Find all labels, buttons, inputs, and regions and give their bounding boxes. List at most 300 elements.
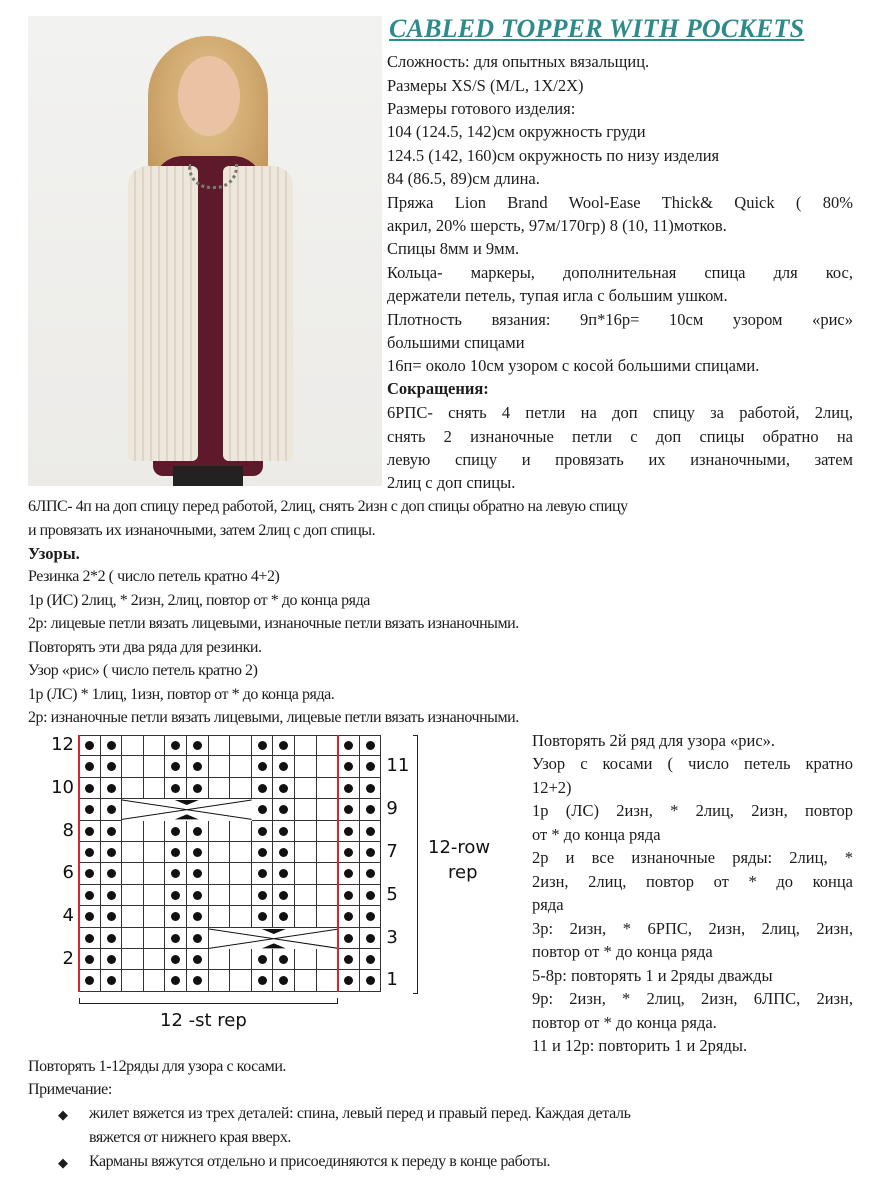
chart-cell [101,906,123,927]
purl-dot-icon [279,848,288,857]
chart-cell [338,778,360,799]
row-label-left: 4 [62,905,74,927]
chart-cell [187,970,209,991]
purl-dot-icon [171,955,180,964]
chart-cell [122,778,144,799]
chart-cell [101,842,123,863]
note-bullet-2: Карманы вяжутся отдельно и присоединяются к переду в конце работы. [89,1153,550,1170]
chart-cell [144,778,166,799]
yarn-line-1: Пряжа Lion Brand Wool-Ease Thick& Quick ( 80% [387,193,853,212]
chart-cell [144,970,166,991]
chart-cell [230,778,252,799]
purl-dot-icon [279,912,288,921]
chart-cell [230,863,252,884]
difficulty: Сложность: для опытных вязальщиц. [387,52,650,71]
purl-dot-icon [258,955,267,964]
chart-cell [230,906,252,927]
purl-dot-icon [107,869,116,878]
chart-cell [252,885,274,906]
row-label-left: 6 [62,862,74,884]
chart-cell [101,735,123,756]
repeat-boundary-line [78,735,80,992]
cable-text-13: 11 и 12р: повторить 1 и 2ряды. [532,1036,748,1055]
chart-cell [273,949,295,970]
chart-cell [79,885,101,906]
purl-dot-icon [344,848,353,857]
chart-cell [144,906,166,927]
row-label-right: 5 [386,883,398,905]
row-label-right: 1 [386,969,398,991]
photo-vest-left [128,166,198,461]
cable-text-2: 12+2) [532,778,572,797]
chart-cell [165,885,187,906]
chart-cell [209,863,231,884]
chart-cell [338,842,360,863]
purl-dot-icon [258,912,267,921]
chart-cell [295,949,317,970]
purl-dot-icon [193,741,202,750]
purl-dot-icon [366,848,375,857]
purl-dot-icon [258,976,267,985]
lps-line-1: 6ЛПС- 4п на доп спицу перед работой, 2лиц, снять 2изн с доп спицы обратно на левую спицу [28,498,628,515]
purl-dot-icon [85,805,94,814]
chart-cell [252,821,274,842]
chart-cell [209,778,231,799]
seed-heading: Узор «рис» ( число петель кратно 2) [28,662,258,679]
chart-cell [273,970,295,991]
purl-dot-icon [193,912,202,921]
sizes: Размеры XS/S (M/L, 1X/2X) [387,76,584,95]
purl-dot-icon [344,762,353,771]
rps-line-1: 6РПС- снять 4 петли на доп спицу за работой, 2лиц, [387,403,853,422]
cable-text-3: 1р (ЛС) 2изн, * 2лиц, 2изн, повтор [532,801,853,820]
chart-cell [338,906,360,927]
chart-cell [317,778,339,799]
purl-dot-icon [193,762,202,771]
purl-dot-icon [258,762,267,771]
chart-cell [295,970,317,991]
chart-cell [165,949,187,970]
chart-cell [165,778,187,799]
chart-cell [165,863,187,884]
chart-cell [230,821,252,842]
purl-dot-icon [171,912,180,921]
chart-cell [295,906,317,927]
yarn-line-2: акрил, 20% шерсть, 97м/170гр) 8 (10, 11)мотков. [387,216,727,235]
purl-dot-icon [366,955,375,964]
purl-dot-icon [258,741,267,750]
note-bullet-1-line-1: жилет вяжется из трех деталей: спина, левый перед и правый перед. Каждая деталь [89,1105,631,1122]
purl-dot-icon [85,784,94,793]
purl-dot-icon [107,848,116,857]
chart-cell [295,735,317,756]
purl-dot-icon [107,955,116,964]
cable-text-6: 2изн, 2лиц, повтор от * до конца [532,872,853,891]
chart-cell [122,906,144,927]
chart-cell [273,821,295,842]
cable-cross-icon [122,799,252,820]
chart-cell [79,735,101,756]
cable-text-8: 3р: 2изн, * 6РПС, 2изн, 2лиц, 2изн, [532,919,853,938]
row-label-right: 9 [386,798,398,820]
chart-cell [187,778,209,799]
chart-cell [209,949,231,970]
chart-cell [122,821,144,842]
purl-dot-icon [366,784,375,793]
chart-cell [252,756,274,777]
cable-text-4: от * до конца ряда [532,825,661,844]
chart-cell [295,799,317,820]
purl-dot-icon [279,955,288,964]
purl-dot-icon [85,741,94,750]
chart-cell [338,949,360,970]
chart-cell [165,970,187,991]
chart-cell [165,906,187,927]
chart-cell [144,928,166,949]
chart-cell [360,928,382,949]
page-title: CABLED TOPPER WITH POCKETS [389,14,805,43]
chart-cell [295,778,317,799]
purl-dot-icon [366,891,375,900]
chart-cell [122,949,144,970]
row-label-right: 3 [386,926,398,948]
chart-cell [338,756,360,777]
chart-cell [187,863,209,884]
chart-cell [187,756,209,777]
chart-cell [360,885,382,906]
purl-dot-icon [107,827,116,836]
chart-cell [187,735,209,756]
chart-cell [317,735,339,756]
chart-cell [122,842,144,863]
purl-dot-icon [279,805,288,814]
photo-face [178,56,240,136]
row-label-left: 10 [51,776,74,798]
chart-cell [122,863,144,884]
needles: Спицы 8мм и 9мм. [387,239,520,258]
chart-cell [230,885,252,906]
gauge-line-3: 16п= около 10см узором с косой большими спицами. [387,356,760,375]
chart-cell [295,821,317,842]
purl-dot-icon [171,784,180,793]
chart-cell [101,799,123,820]
chart-cell [187,949,209,970]
purl-dot-icon [344,912,353,921]
diamond-bullet-icon: ◆ [58,1107,68,1122]
chart-cell [209,885,231,906]
chart-cell [101,885,123,906]
purl-dot-icon [366,912,375,921]
chart-cell [187,906,209,927]
chart-cell [295,863,317,884]
chart-cell [79,778,101,799]
note-heading: Примечание: [28,1081,112,1098]
cable-text-10: 5-8р: повторять 1 и 2ряды дважды [532,966,773,985]
patterns-heading: Узоры. [28,544,80,563]
photo-vest-right [223,166,293,461]
chart-cell [273,799,295,820]
chart-cell [317,949,339,970]
purl-dot-icon [193,976,202,985]
lps-line-2: и провязать их изнаночными, затем 2лиц с доп спицы. [28,522,376,539]
chart-cell [209,842,231,863]
chart-cell [252,842,274,863]
chart-cell [252,863,274,884]
model-photo [28,16,382,486]
repeat-instruction: Повторять 1-12ряды для узора с косами. [28,1058,286,1075]
notions-line-1: Кольца- маркеры, дополнительная спица для кос, [387,263,853,282]
row-label-left: 2 [62,948,74,969]
purl-dot-icon [107,891,116,900]
photo-legs [173,466,243,486]
chart-cell [295,756,317,777]
purl-dot-icon [85,869,94,878]
chart-cell [187,842,209,863]
purl-dot-icon [193,934,202,943]
chart-cell [230,970,252,991]
chart-cell [273,735,295,756]
finished-sizes-heading: Размеры готового изделия: [387,99,576,118]
purl-dot-icon [344,805,353,814]
chart-cell [317,863,339,884]
stitch-repeat-label: 12 -st rep [160,1010,247,1031]
purl-dot-icon [279,891,288,900]
purl-dot-icon [107,741,116,750]
chart-cell [338,821,360,842]
chart-cell [122,970,144,991]
purl-dot-icon [85,934,94,943]
chart-cell [317,970,339,991]
purl-dot-icon [366,934,375,943]
purl-dot-icon [85,912,94,921]
purl-dot-icon [344,784,353,793]
chart-cell [101,928,123,949]
purl-dot-icon [85,891,94,900]
purl-dot-icon [107,784,116,793]
chart-cell [338,885,360,906]
chart-cell [317,906,339,927]
purl-dot-icon [366,762,375,771]
purl-dot-icon [366,976,375,985]
cable-text-1: Узор с косами ( число петель кратно [532,754,853,773]
rib-repeat: Повторять эти два ряда для резинки. [28,639,262,656]
chart-cell [230,842,252,863]
chart-cell [360,970,382,991]
chart-cell [209,735,231,756]
purl-dot-icon [171,827,180,836]
chart-cell [144,863,166,884]
purl-dot-icon [258,848,267,857]
purl-dot-icon [193,869,202,878]
chart-cell [317,756,339,777]
chart-cell [209,821,231,842]
chart-cell [360,778,382,799]
cable-text-11: 9р: 2изн, * 2лиц, 2изн, 6ЛПС, 2изн, [532,989,853,1008]
chart-cell [165,842,187,863]
row-label-left: 12 [51,734,74,755]
purl-dot-icon [258,891,267,900]
chart-cell [144,949,166,970]
stitch-repeat-bracket [79,998,338,1004]
chart-cell [79,842,101,863]
purl-dot-icon [193,827,202,836]
chart-cell [252,970,274,991]
chart-cell [101,863,123,884]
chart-cell [252,906,274,927]
purl-dot-icon [344,934,353,943]
chart-cell [122,928,144,949]
purl-dot-icon [279,784,288,793]
purl-dot-icon [107,912,116,921]
chart-cell [101,756,123,777]
chart-cell [252,799,274,820]
chart-cell [360,949,382,970]
row-label-right: 11 [386,755,410,777]
chart-cell [338,970,360,991]
purl-dot-icon [85,827,94,836]
chart-cell [273,842,295,863]
chart-cell [144,821,166,842]
note-bullet-1-line-2: вяжется от нижнего края вверх. [89,1129,291,1146]
purl-dot-icon [171,934,180,943]
chart-cell [338,799,360,820]
chart-cell [338,735,360,756]
rib-row-1: 1р (ИС) 2лиц, * 2изн, 2лиц, повтор от * до конца ряда [28,592,370,609]
chart-cell [230,735,252,756]
purl-dot-icon [193,848,202,857]
chart-cell [295,885,317,906]
chart-cell [317,842,339,863]
chart-cell [230,756,252,777]
chart-cell [252,735,274,756]
chart-cell [165,756,187,777]
purl-dot-icon [258,827,267,836]
chart-cell [360,906,382,927]
chart-cell [101,949,123,970]
chart-cell [273,863,295,884]
row-repeat-bracket [413,735,418,994]
purl-dot-icon [258,869,267,878]
purl-dot-icon [258,805,267,814]
chart-cell [165,821,187,842]
chart-cell [79,821,101,842]
chart-cell [101,821,123,842]
purl-dot-icon [193,955,202,964]
purl-dot-icon [279,762,288,771]
chart-cell [187,885,209,906]
chart-cell [273,778,295,799]
purl-dot-icon [171,848,180,857]
gauge-line-2: большими спицами [387,333,525,352]
purl-dot-icon [85,762,94,771]
row-repeat-label-1: 12-row [428,837,491,858]
purl-dot-icon [344,827,353,836]
chart-cell [273,885,295,906]
chart-cell [360,863,382,884]
rib-heading: Резинка 2*2 ( число петель кратно 4+2) [28,568,280,585]
purl-dot-icon [85,976,94,985]
chart-cell [101,970,123,991]
chart-cell [360,756,382,777]
chart-cell [230,949,252,970]
chart-cell [273,756,295,777]
chart-cell [295,842,317,863]
chart-cell [317,821,339,842]
abbreviations-heading: Сокращения: [387,379,489,398]
chart-cell [165,735,187,756]
chart-cell [360,799,382,820]
rps-line-4: 2лиц с доп спицы. [387,473,516,492]
hem-measure: 124.5 (142, 160)см окружность по низу изделия [387,146,720,165]
purl-dot-icon [193,784,202,793]
purl-dot-icon [279,741,288,750]
chart-cell [187,928,209,949]
cable-cross-icon [209,928,339,949]
chart-cell [101,778,123,799]
chart-cell [338,928,360,949]
rps-line-3: левую спицу и провязать их изнаночными, затем [387,450,853,469]
purl-dot-icon [107,805,116,814]
diamond-bullet-icon: ◆ [58,1155,68,1170]
chart-cell [252,949,274,970]
purl-dot-icon [85,848,94,857]
chart-cell [144,885,166,906]
chart-cell [360,735,382,756]
chart-cell [165,928,187,949]
purl-dot-icon [344,869,353,878]
row-label-left: 8 [62,819,74,841]
purl-dot-icon [193,891,202,900]
purl-dot-icon [366,827,375,836]
chart-cell [79,906,101,927]
purl-dot-icon [344,976,353,985]
cable-text-7: ряда [532,895,564,914]
row-label-right: 7 [386,841,398,862]
chart-cell [273,906,295,927]
purl-dot-icon [107,934,116,943]
chart-cell [122,756,144,777]
purl-dot-icon [279,976,288,985]
bust-measure: 104 (124.5, 142)см окружность груди [387,122,646,141]
chart-cell [360,821,382,842]
chart-cell [79,928,101,949]
purl-dot-icon [171,762,180,771]
chart-cell [144,842,166,863]
chart-cell [144,756,166,777]
rib-row-2: 2р: лицевые петли вязать лицевыми, изнаночные петли вязать изнаночными. [28,615,519,632]
purl-dot-icon [366,869,375,878]
chart-cell [122,885,144,906]
notions-line-2: держатели петель, тупая игла с большим ушком. [387,286,728,305]
purl-dot-icon [279,869,288,878]
purl-dot-icon [171,741,180,750]
chart-cell [252,778,274,799]
purl-dot-icon [171,869,180,878]
chart-cell [122,735,144,756]
chart-cell [79,799,101,820]
purl-dot-icon [171,976,180,985]
purl-dot-icon [107,762,116,771]
purl-dot-icon [85,955,94,964]
chart-cell [79,949,101,970]
chart-cell [317,885,339,906]
purl-dot-icon [366,805,375,814]
chart-cell [79,863,101,884]
chart-cell [79,756,101,777]
rps-line-2: снять 2 изнаночные петли с доп спицы обратно на [387,427,853,446]
purl-dot-icon [366,741,375,750]
purl-dot-icon [279,827,288,836]
